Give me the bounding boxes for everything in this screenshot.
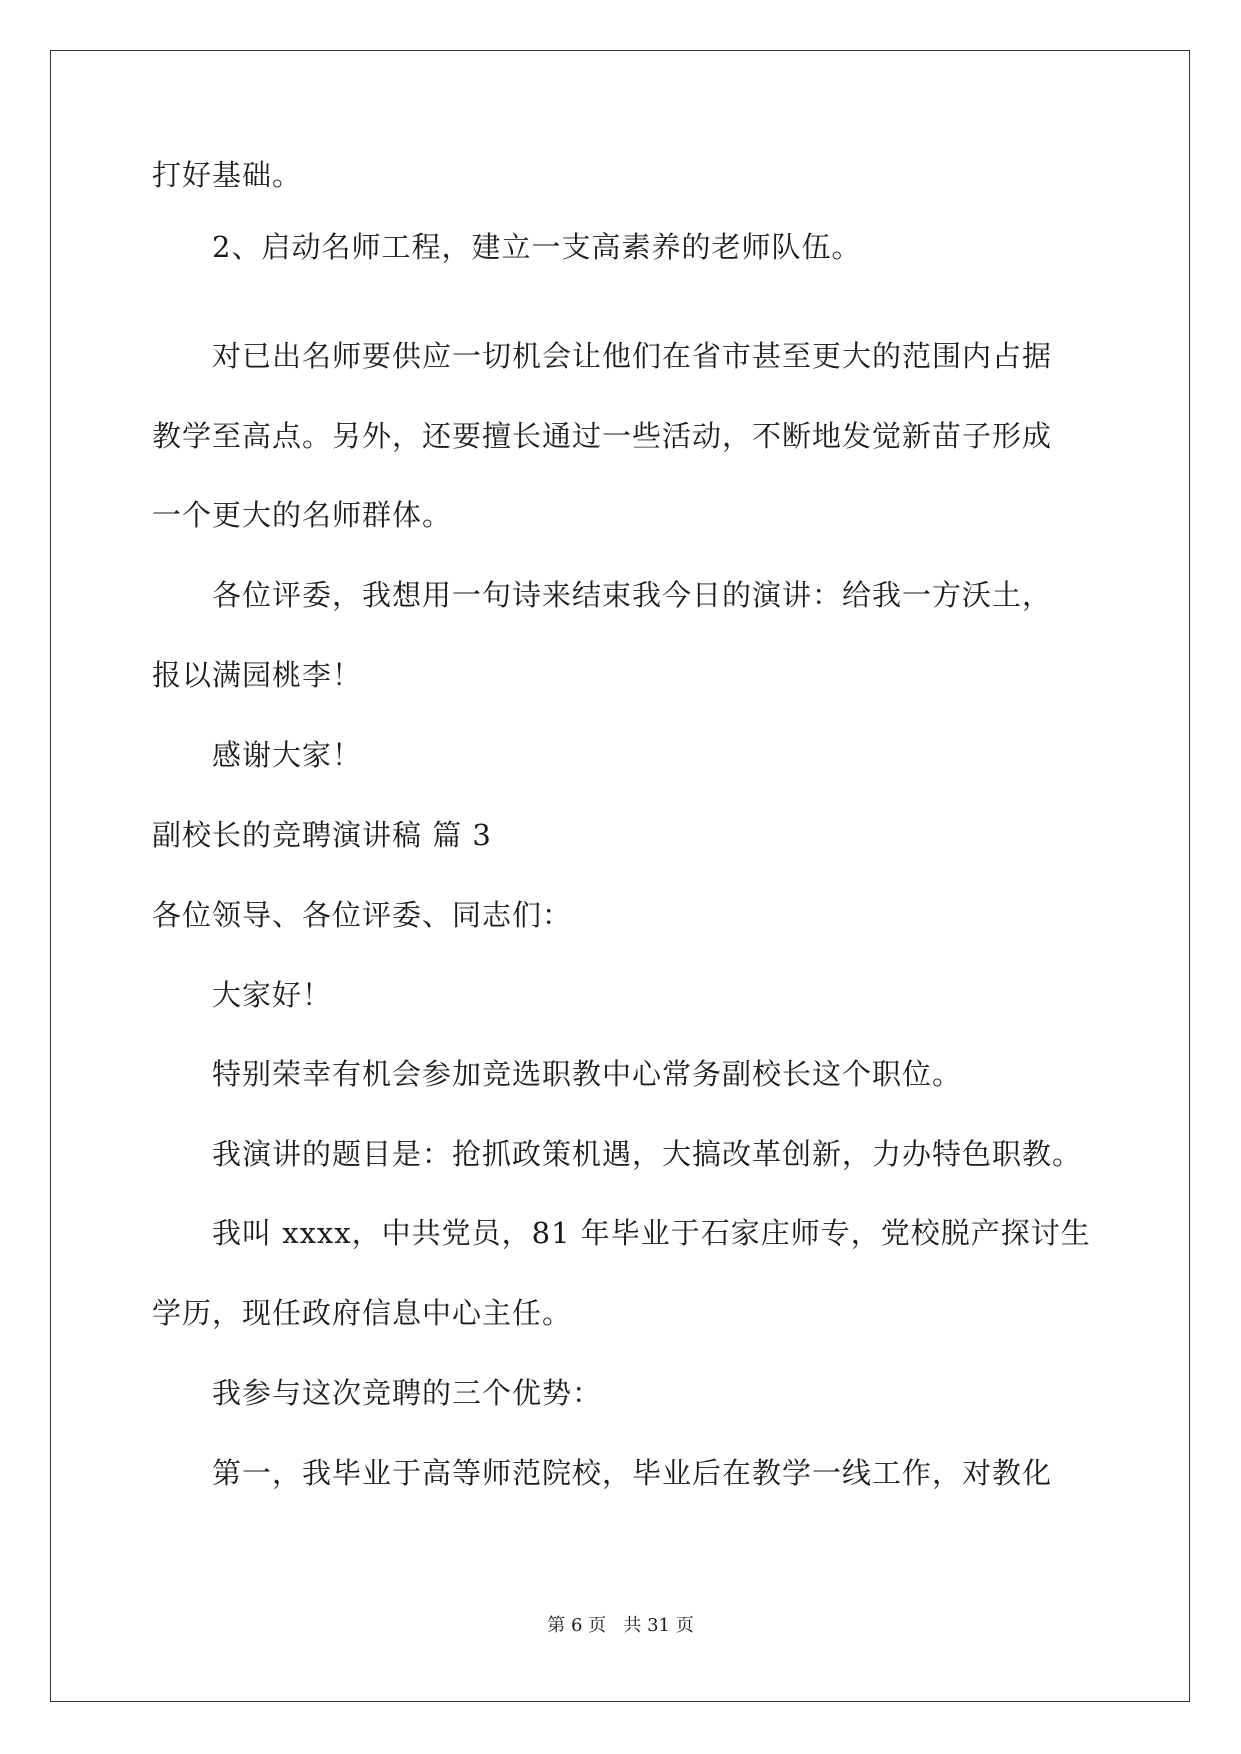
body-text-line: 对已出名师要供应一切机会让他们在省市甚至更大的范围内占据 <box>212 339 1053 373</box>
body-text-line: 第一，我毕业于高等师范院校，毕业后在教学一线工作，对教化 <box>212 1456 1053 1490</box>
body-text-line: 一个更大的名师群体。 <box>152 498 453 532</box>
body-text-line: 报以满园桃李！ <box>152 658 363 692</box>
body-text-line: 打好基础。 <box>152 158 303 192</box>
body-text-line: 感谢大家！ <box>212 738 363 772</box>
body-text-line: 学历，现任政府信息中心主任。 <box>152 1296 573 1330</box>
article-title: 副校长的竞聘演讲稿 篇 3 <box>152 818 492 852</box>
greeting: 大家好！ <box>212 978 333 1012</box>
page-number-footer: 第 6 页 共 31 页 <box>547 1615 694 1636</box>
body-text-line: 特别荣幸有机会参加竞选职教中心常务副校长这个职位。 <box>212 1057 963 1091</box>
body-text-line: 我叫 xxxx，中共党员，81 年毕业于石家庄师专，党校脱产探讨生 <box>212 1216 1091 1250</box>
section-heading: 2、启动名师工程，建立一支高素养的老师队伍。 <box>212 230 862 264</box>
body-text-line: 我演讲的题目是：抢抓政策机遇，大搞改革创新，力办特色职教。 <box>212 1137 1083 1171</box>
body-text-line: 各位评委，我想用一句诗来结束我今日的演讲：给我一方沃土， <box>212 578 1053 612</box>
body-text-line: 我参与这次竞聘的三个优势： <box>212 1376 603 1410</box>
salutation: 各位领导、各位评委、同志们： <box>152 898 573 932</box>
body-text-line: 教学至高点。另外，还要擅长通过一些活动，不断地发觉新苗子形成 <box>152 419 1053 453</box>
